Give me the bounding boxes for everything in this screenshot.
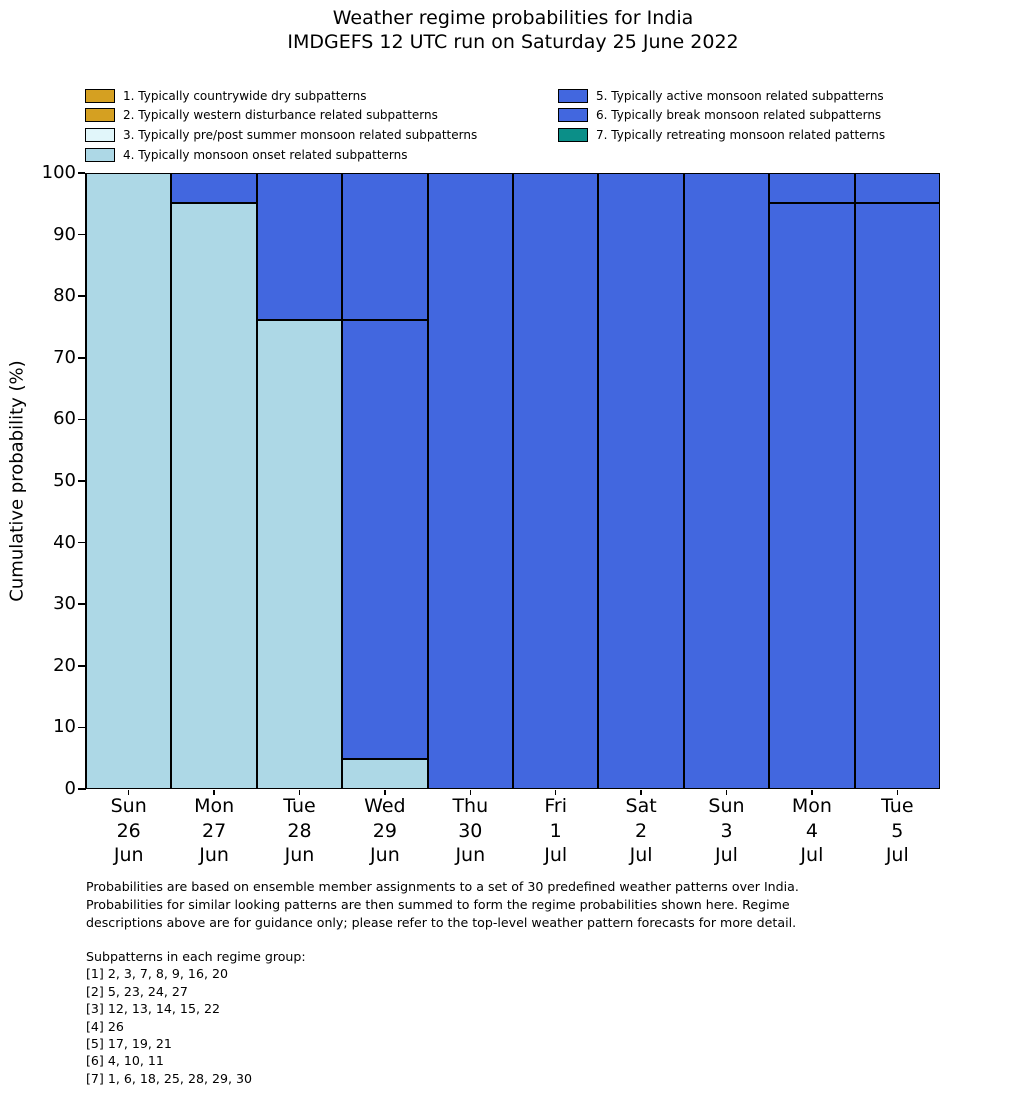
x-tick-label-line: Mon xyxy=(791,795,832,817)
x-tick-label-line: 30 xyxy=(458,819,483,842)
y-tick-label: 100 xyxy=(41,162,76,183)
subpatterns-line: [3] 12, 13, 14, 15, 22 xyxy=(86,1001,220,1017)
footer-line: Probabilities for similar looking patterns are then summed to form the regime probabilities shown here. Regime xyxy=(86,897,790,912)
bar-thu-30-jun xyxy=(428,173,513,789)
subpatterns-note xyxy=(86,948,306,1087)
y-tick-mark xyxy=(78,357,85,359)
bar-segment-regime-5 xyxy=(513,173,598,789)
x-tick-label-line: 3 xyxy=(720,819,733,842)
bar-sat-2-jul xyxy=(598,173,683,789)
legend-column-left xyxy=(85,86,477,164)
bar-wed-29-jun xyxy=(342,173,427,789)
bar-segment-regime-5 xyxy=(342,320,427,760)
legend-label-regime-7: 7. Typically retreating monsoon related patterns xyxy=(596,127,886,142)
legend-swatch-regime-7-icon xyxy=(558,128,588,142)
bar-mon-27-jun xyxy=(171,173,256,789)
subpatterns-line: [2] 5, 23, 24, 27 xyxy=(86,983,188,999)
legend-label-regime-1: 1. Typically countrywide dry subpatterns xyxy=(123,88,367,103)
bar-segment-regime-5 xyxy=(257,173,342,320)
x-tick-label-line: Jun xyxy=(370,844,400,866)
x-tick-label-line: Sun xyxy=(708,795,745,817)
x-tick-label-line: Tue xyxy=(283,795,316,817)
bar-sun-3-jul xyxy=(684,173,769,789)
legend-swatch-regime-3-icon xyxy=(85,128,115,142)
x-tick-label-line: 2 xyxy=(635,819,648,842)
footer-line: Probabilities are based on ensemble member assignments to a set of 30 predefined weather patterns over India. xyxy=(86,879,799,894)
subpatterns-line: [5] 17, 19, 21 xyxy=(86,1036,172,1052)
y-tick-label: 10 xyxy=(53,716,76,738)
chart-title-line1: Weather regime probabilities for India xyxy=(332,7,694,29)
bar-segment-regime-4 xyxy=(257,320,342,789)
x-tick-label-line: Wed xyxy=(364,795,406,817)
y-tick-mark xyxy=(78,788,85,790)
subpatterns-line: [1] 2, 3, 7, 8, 9, 16, 20 xyxy=(86,966,228,982)
y-tick-mark xyxy=(78,172,85,174)
x-tick-label-line: Jun xyxy=(199,844,229,866)
legend-item-6 xyxy=(558,106,885,126)
x-tick-label-line: Jul xyxy=(544,844,568,866)
legend-item-4 xyxy=(85,145,477,165)
y-tick-mark xyxy=(78,542,85,544)
x-tick-label-line: Sun xyxy=(110,795,147,817)
bar-segment-regime-6 xyxy=(769,173,854,203)
y-tick-label: 80 xyxy=(53,285,76,307)
y-tick-label: 60 xyxy=(53,408,76,430)
x-tick-label-line: Tue xyxy=(881,795,914,817)
bar-tue-28-jun xyxy=(257,173,342,789)
y-tick-label: 30 xyxy=(53,593,76,615)
legend-label-regime-3: 3. Typically pre/post summer monsoon related subpatterns xyxy=(123,127,478,142)
y-tick-label: 90 xyxy=(53,223,76,245)
legend-item-2 xyxy=(85,106,477,126)
legend-item-3 xyxy=(85,125,477,145)
y-tick-mark xyxy=(78,234,85,236)
subpatterns-line: [7] 1, 6, 18, 25, 28, 29, 30 xyxy=(86,1070,253,1086)
x-tick-label-line: Jul xyxy=(629,844,653,866)
x-tick-label-line: Jul xyxy=(800,844,824,866)
y-tick-mark xyxy=(78,665,85,667)
bar-segment-regime-4 xyxy=(86,173,171,789)
bar-sun-26-jun xyxy=(86,173,171,789)
x-tick-label-line: 29 xyxy=(372,819,397,842)
subpatterns-line: [6] 4, 10, 11 xyxy=(86,1053,164,1069)
x-tick-label-line: Fri xyxy=(544,795,567,817)
subpatterns-line: Subpatterns in each regime group: xyxy=(86,949,306,964)
y-tick-mark xyxy=(78,727,85,729)
x-tick-label-line: Jul xyxy=(885,844,909,866)
bar-segment-regime-5 xyxy=(855,203,940,789)
x-tick-label-line: Jul xyxy=(715,844,738,866)
legend-item-5 xyxy=(558,86,885,106)
legend-column-right xyxy=(558,86,885,145)
legend-swatch-regime-4-icon xyxy=(85,148,115,162)
y-tick-mark xyxy=(78,480,85,482)
bar-mon-4-jul xyxy=(769,173,854,789)
x-tick-label-line: 28 xyxy=(287,819,312,842)
chart-title-line2: IMDGEFS 12 UTC run on Saturday 25 June 2022 xyxy=(287,31,739,53)
x-tick-label-line: 27 xyxy=(202,819,227,842)
bar-segment-regime-5 xyxy=(598,173,683,789)
y-tick-label: 40 xyxy=(53,531,76,553)
bar-segment-regime-5 xyxy=(171,173,256,203)
chart-title xyxy=(0,6,1026,54)
y-axis-spine xyxy=(85,173,86,790)
bar-segment-regime-5 xyxy=(684,173,769,789)
legend-swatch-regime-2-icon xyxy=(85,108,115,122)
y-tick-mark xyxy=(78,295,85,297)
legend-swatch-regime-6-icon xyxy=(558,108,588,122)
bar-fri-1-jul xyxy=(513,173,598,789)
bar-segment-regime-6 xyxy=(342,173,427,320)
y-tick-mark xyxy=(78,419,85,421)
subpatterns-line: [4] 26 xyxy=(86,1018,124,1034)
x-tick-label-line: Jun xyxy=(284,844,315,866)
legend-label-regime-4: 4. Typically monsoon onset related subpatterns xyxy=(123,147,408,162)
legend-label-regime-2: 2. Typically western disturbance related subpatterns xyxy=(123,108,438,123)
bar-tue-5-jul xyxy=(855,173,940,789)
legend-label-regime-5: 5. Typically active monsoon related subpatterns xyxy=(596,88,884,103)
bar-segment-regime-5 xyxy=(428,173,513,789)
legend-swatch-regime-1-icon xyxy=(85,89,115,103)
bar-segment-regime-6 xyxy=(855,173,940,203)
x-tick-label-line: Sat xyxy=(625,795,657,817)
plot-area xyxy=(86,173,940,789)
legend-item-1 xyxy=(85,86,477,106)
y-tick-mark xyxy=(78,603,85,605)
x-tick-label-tue-5-jul xyxy=(837,794,957,868)
bar-segment-regime-5 xyxy=(769,203,854,789)
x-tick-label-line: 4 xyxy=(805,819,818,842)
footer-line: descriptions above are for guidance only; please refer to the top-level weather pattern forecasts for more detail. xyxy=(86,915,797,930)
legend-label-regime-6: 6. Typically break monsoon related subpatterns xyxy=(596,108,882,123)
footer-note xyxy=(86,878,799,932)
x-tick-label-line: 1 xyxy=(549,819,562,842)
x-tick-label-line: 26 xyxy=(116,819,141,842)
y-tick-label: 70 xyxy=(53,346,76,368)
x-tick-label-line: Thu xyxy=(452,795,489,817)
y-tick-label: 50 xyxy=(53,470,76,491)
legend-swatch-regime-5-icon xyxy=(558,89,588,103)
x-tick-label-line: Jun xyxy=(455,844,486,866)
y-axis-label: Cumulative probability (%) xyxy=(6,360,28,602)
x-tick-label-line: 5 xyxy=(891,819,904,842)
y-tick-label: 0 xyxy=(64,778,76,799)
x-tick-label-line: Jun xyxy=(113,844,144,866)
legend-item-7 xyxy=(558,125,885,145)
bar-segment-regime-4 xyxy=(342,759,427,789)
bar-segment-regime-4 xyxy=(171,203,256,789)
x-tick-label-line: Mon xyxy=(194,795,235,817)
y-tick-label: 20 xyxy=(53,654,76,676)
